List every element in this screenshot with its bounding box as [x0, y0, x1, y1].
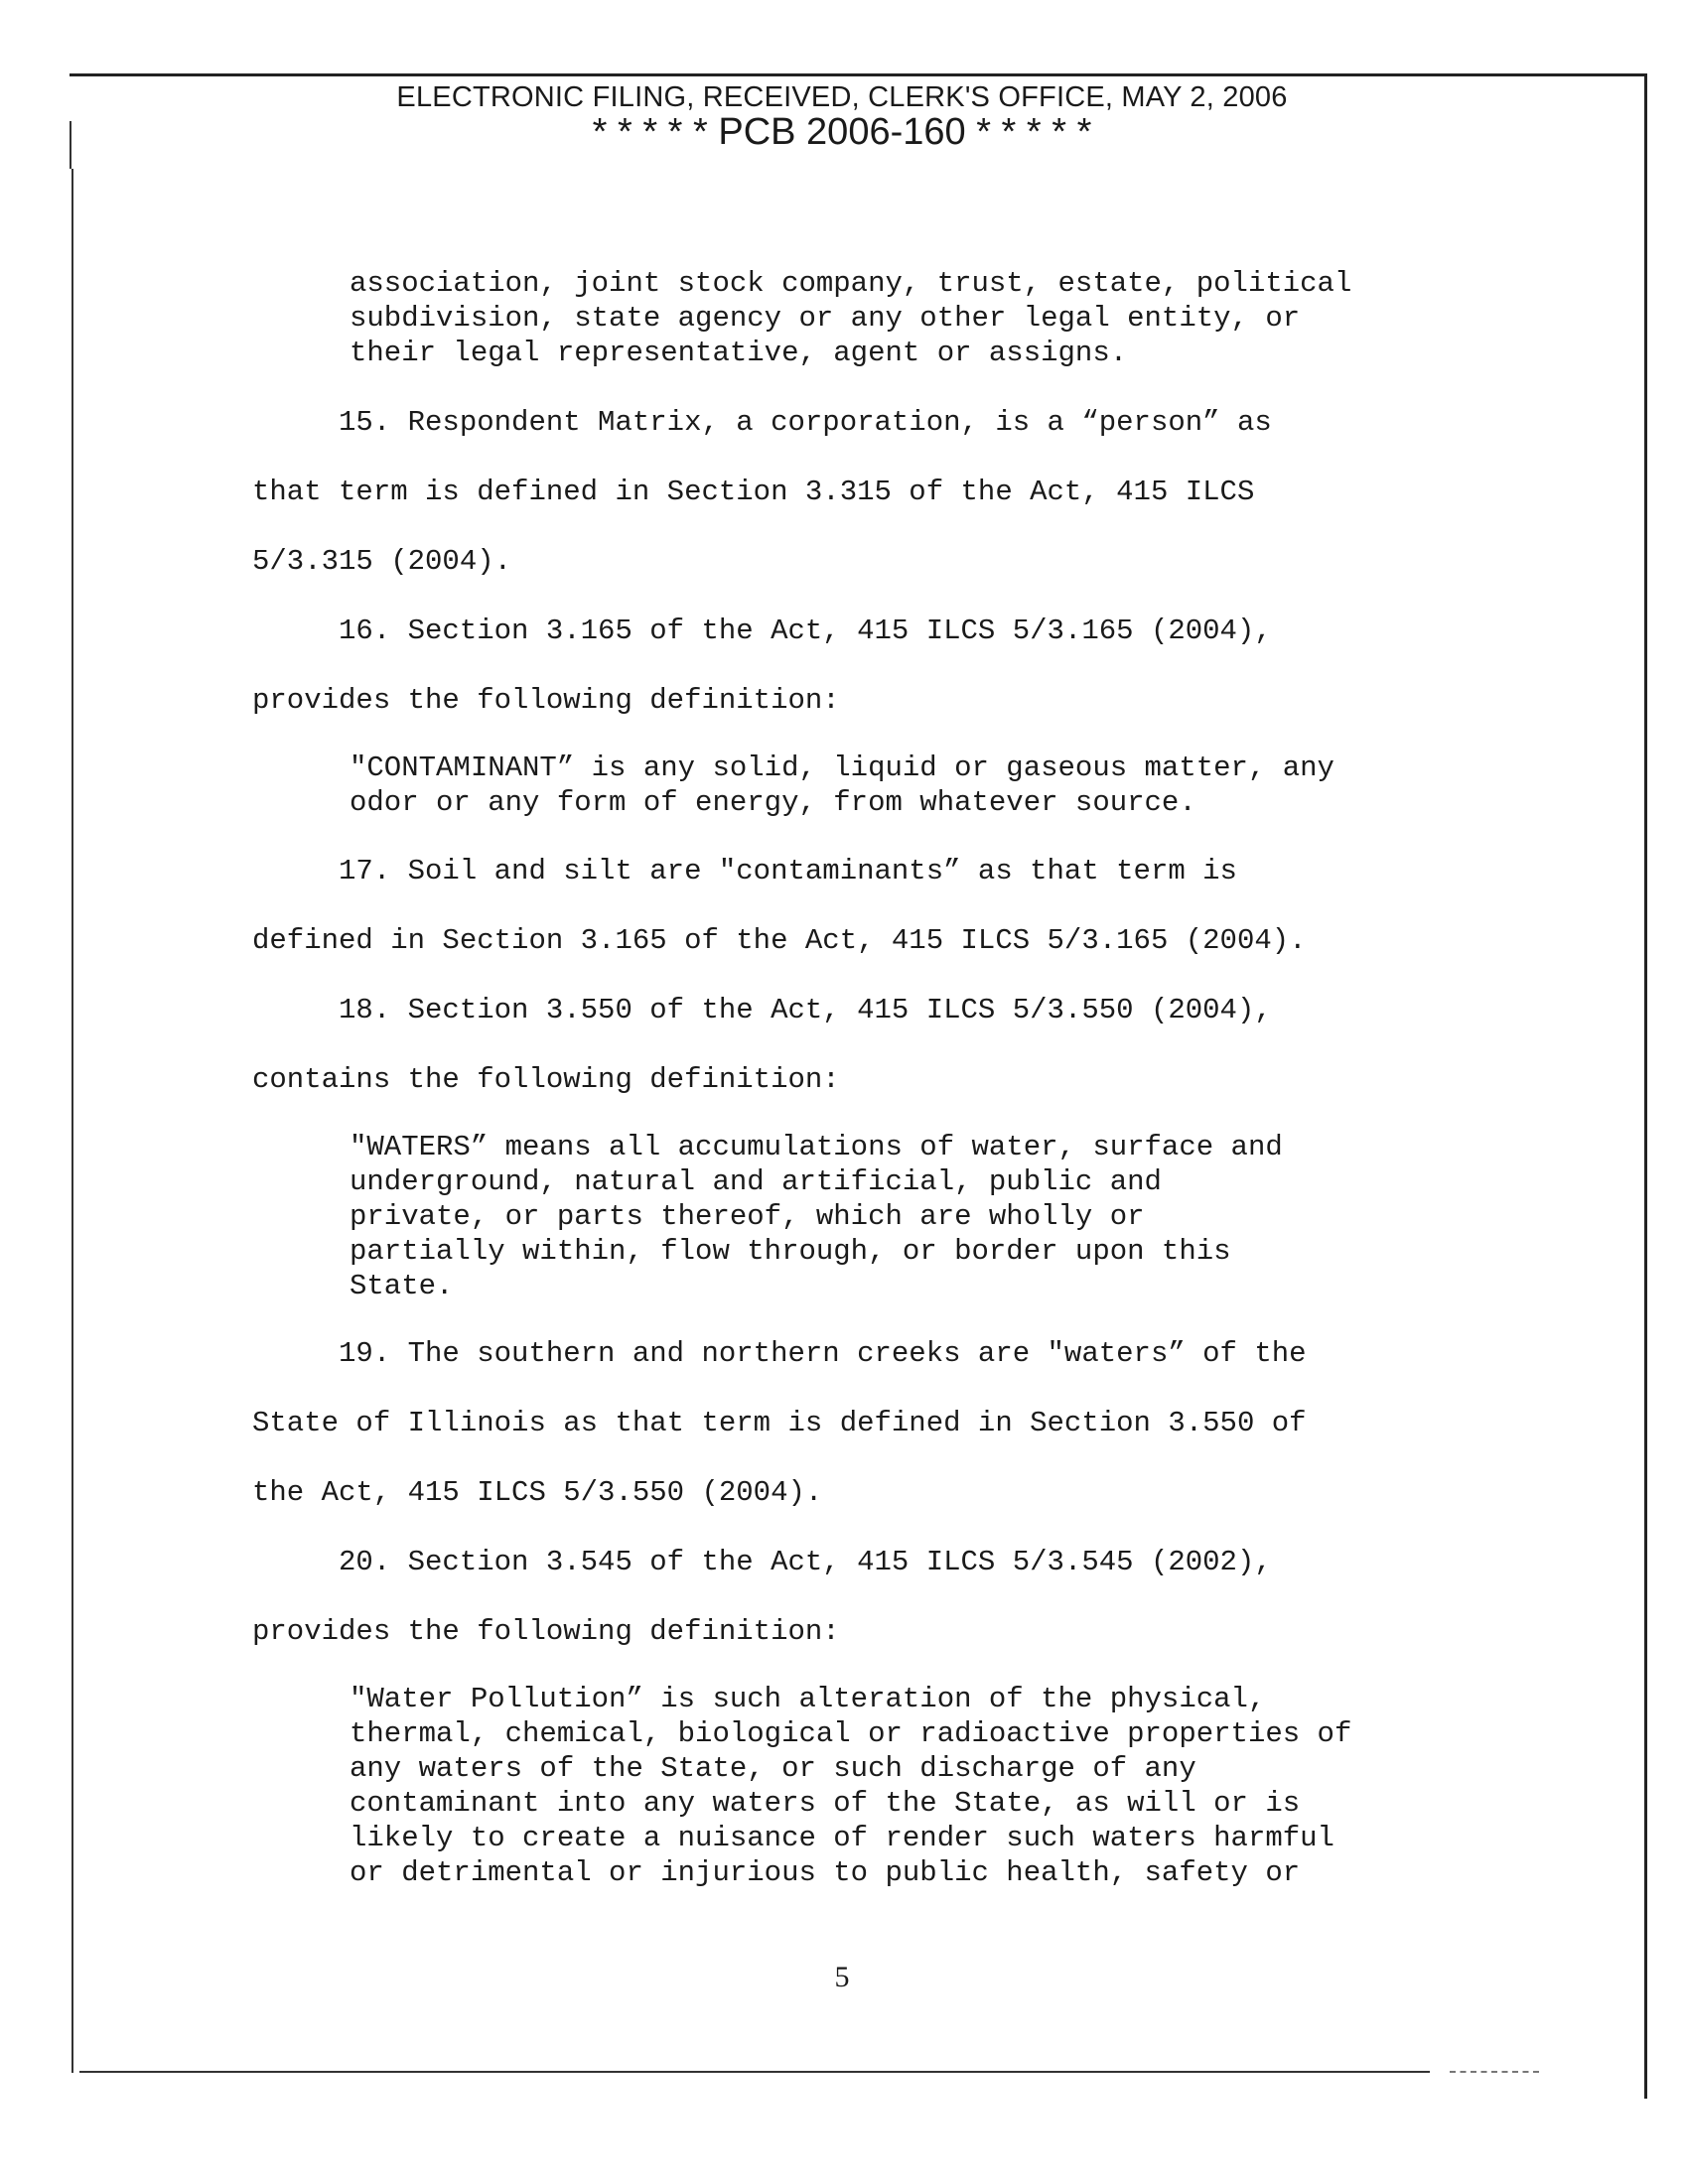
- page-border-top: [70, 73, 1646, 76]
- paragraph-16-line: 16. Section 3.165 of the Act, 415 ILCS 5/3.165 (2004),: [252, 614, 1272, 647]
- paragraph-20-line: 20. Section 3.545 of the Act, 415 ILCS 5/3.545 (2002),: [252, 1546, 1272, 1578]
- page-border-left: [71, 169, 73, 2073]
- paragraph-19-line: State of Illinois as that term is defined in Section 3.550 of: [252, 1407, 1307, 1439]
- filing-stamp: ELECTRONIC FILING, RECEIVED, CLERK'S OFFICE, MAY 2, 2006: [396, 81, 1288, 113]
- definition-water-pollution-line: likely to create a nuisance of render such waters harmful: [350, 1822, 1334, 1854]
- definition-waters-line: State.: [350, 1270, 454, 1302]
- continuation-line: subdivision, state agency or any other legal entity, or: [350, 302, 1301, 335]
- definition-water-pollution-line: any waters of the State, or such discharge of any: [350, 1752, 1196, 1785]
- case-number: * * * * * PCB 2006-160 * * * * *: [592, 111, 1092, 153]
- definition-contaminant-line: odor or any form of energy, from whatever source.: [350, 786, 1196, 819]
- paragraph-19-line: the Act, 415 ILCS 5/3.550 (2004).: [252, 1476, 823, 1509]
- paragraph-15-line: 5/3.315 (2004).: [252, 545, 512, 578]
- page-number: 5: [834, 1961, 850, 1993]
- definition-waters-line: "WATERS” means all accumulations of water, surface and: [350, 1131, 1283, 1163]
- definition-contaminant-line: "CONTAMINANT” is any solid, liquid or gaseous matter, any: [350, 751, 1334, 784]
- paragraph-15-line: that term is defined in Section 3.315 of the Act, 415 ILCS: [252, 476, 1255, 508]
- paragraph-18-line: contains the following definition:: [252, 1063, 840, 1096]
- page-border-bottom-dashed: [1450, 2071, 1539, 2073]
- page-border-right: [1644, 73, 1647, 2099]
- paragraph-15-line: 15. Respondent Matrix, a corporation, is a “person” as: [252, 406, 1272, 439]
- page-border-bottom: [79, 2071, 1430, 2073]
- paragraph-17-line: defined in Section 3.165 of the Act, 415 ILCS 5/3.165 (2004).: [252, 924, 1307, 957]
- definition-water-pollution-line: "Water Pollution” is such alteration of the physical,: [350, 1683, 1266, 1715]
- paragraph-20-line: provides the following definition:: [252, 1615, 840, 1648]
- definition-waters-line: partially within, flow through, or border upon this: [350, 1235, 1231, 1268]
- definition-waters-line: private, or parts thereof, which are wholly or: [350, 1200, 1145, 1233]
- definition-water-pollution-line: or detrimental or injurious to public health, safety or: [350, 1856, 1301, 1889]
- continuation-line: association, joint stock company, trust, estate, political: [350, 267, 1352, 300]
- definition-water-pollution-line: thermal, chemical, biological or radioactive properties of: [350, 1717, 1352, 1750]
- definition-water-pollution-line: contaminant into any waters of the State, as will or is: [350, 1787, 1301, 1820]
- paragraph-19-line: 19. The southern and northern creeks are "waters” of the: [252, 1337, 1307, 1370]
- paragraph-16-line: provides the following definition:: [252, 684, 840, 717]
- paragraph-18-line: 18. Section 3.550 of the Act, 415 ILCS 5/3.550 (2004),: [252, 994, 1272, 1026]
- definition-waters-line: underground, natural and artificial, public and: [350, 1165, 1162, 1198]
- continuation-line: their legal representative, agent or assigns.: [350, 337, 1128, 369]
- paragraph-17-line: 17. Soil and silt are "contaminants” as that term is: [252, 855, 1237, 887]
